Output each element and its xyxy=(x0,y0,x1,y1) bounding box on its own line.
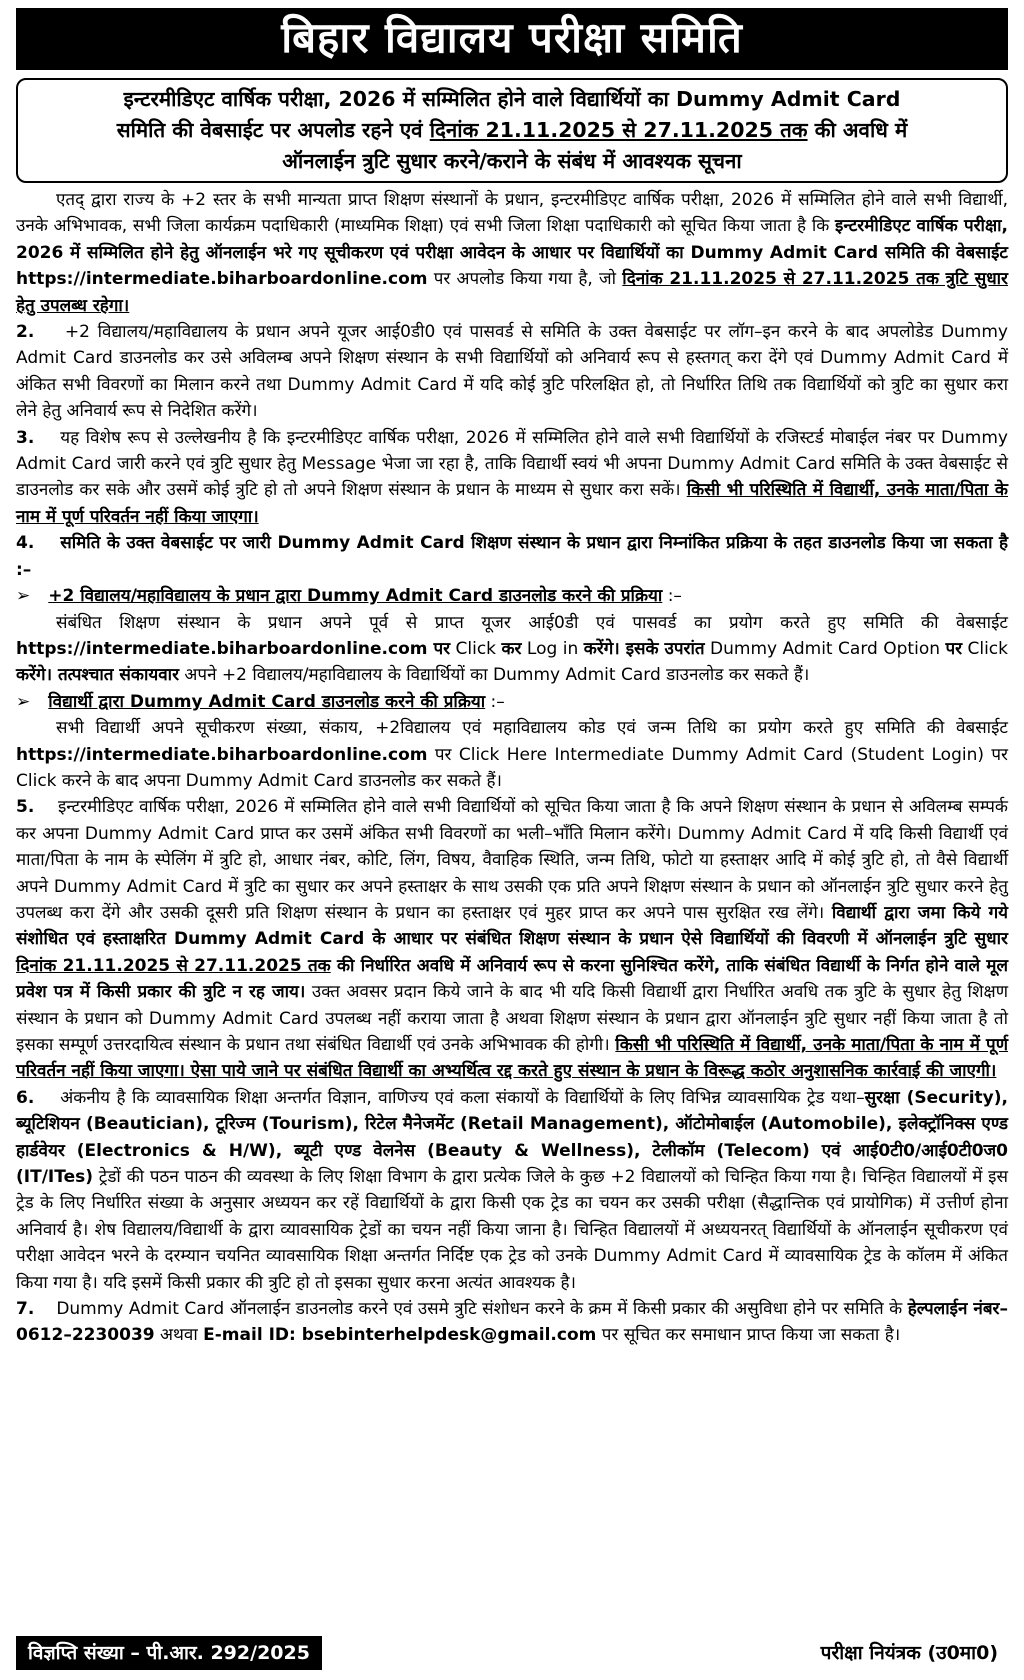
proc1-h: पर xyxy=(945,638,963,659)
proc1-d: कर xyxy=(501,638,522,659)
proc2-c: पर Click Here Intermediate Dummy Admit Card (Student Login) पर Click करने के बाद अपना Dummy Admit Card डाउनलोड कर सकते हैं। xyxy=(16,744,1008,791)
subject-line-2-a: समिति की वेबसाईट पर अपलोड रहने एवं xyxy=(116,118,430,142)
para5-text-d: की निर्धारित अवधि में अनिवार्य रूप से करना सुनिश्चित करेंगे, ताकि संबंधित विद्यार्थी के निर्गत होने वाले मूल प्रवेश पत्र में किसी प्रकार की त्रुटि न रह जाय। xyxy=(16,955,1008,1003)
para1-text-b: इन्टरमीडिएट वार्षिक परीक्षा, 2026 में सम्मिलित होने हेतु ऑनलाईन भरे गए सूचीकरण एवं परीक्षा आवेदन के आधार पर विद्यार्थियों का Dummy Admit Card समिति की वेबसाईट https://intermediate.biharboardonline.com xyxy=(16,216,1009,290)
procedure-1-title-tail: :– xyxy=(662,586,682,607)
paragraph-7 xyxy=(16,1296,1008,1349)
para6-number: 6. xyxy=(16,1087,35,1108)
para5-text-b: विद्यार्थी द्वारा जमा किये गये संशोधित एवं हस्ताक्षरित Dummy Admit Card के आधार पर संबंधित शिक्षण संस्थान के प्रधान ऐसे विद्यार्थियों की विवरणी में ऑनलाईन त्रुटि सुधार xyxy=(16,902,1009,950)
subject-line-2 xyxy=(28,115,996,146)
paragraph-1 xyxy=(16,187,1008,319)
para3-number: 3. xyxy=(16,427,35,448)
para6-text-c: ट्रेडों की पठन पाठन की व्यवस्था के लिए शिक्षा विभाग के द्वारा प्रत्येक जिले के कुछ +2 विद्यालयों को चिन्हित किया गया है। चिन्हित विद्यालयों में इस ट्रेड के लिए निर्धारित संख्या के अनुसार अध्ययन कर रहें विद्यार्थियों के द्वारा किसी एक ट्रेड का चयन कर उसकी परीक्षा (सैद्धान्तिक एवं प्रायोगिक) में उत्तीर्ण होना अनिवार्य है। शेष विद्यालय/विद्यार्थी के द्वारा व्यावसायिक ट्रेडों का चयन नहीं किया जाना है। चिन्हित विद्यालयों में अध्ययनरत् विद्यार्थियों के ऑनलाईन सूचीकरण एवं परीक्षा आवेदन भरने के दरम्यान चयनित व्यावसायिक शिक्षा अन्तर्गत निर्दिष्ट एक ट्रेड को उनके Dummy Admit Card में व्यावसायिक ट्रेड के कॉलम में अंकित किया गया है। यदि इसमें किसी प्रकार की त्रुटि हो तो इसका सुधार करना अत्यंत आवश्यक है। xyxy=(16,1167,1008,1293)
procedure-1-heading xyxy=(16,583,1008,609)
para5-number: 5. xyxy=(16,797,35,818)
notice-body xyxy=(16,187,1008,1349)
proc1-e: Log in xyxy=(521,638,584,659)
para7-email: E-mail ID: bsebinterhelpdesk@gmail.com xyxy=(203,1325,597,1346)
signatory-title: परीक्षा नियंत्रक (उ0मा0) xyxy=(820,1642,998,1664)
procedure-1-title: +2 विद्यालय/महाविद्यालय के प्रधान द्वारा Dummy Admit Card डाउनलोड करने की प्रक्रिया xyxy=(48,586,663,607)
para2-number: 2. xyxy=(16,322,35,343)
paragraph-6 xyxy=(16,1085,1008,1296)
board-title-banner: बिहार विद्यालय परीक्षा समिति xyxy=(16,8,1008,70)
proc1-i: Click xyxy=(962,638,1009,659)
subject-line-1: इन्टरमीडिएट वार्षिक परीक्षा, 2026 में सम्मिलित होने वाले विद्यार्थियों का Dummy Admit Card xyxy=(123,87,901,111)
para2-text: +2 विद्यालय/महाविद्यालय के प्रधान अपने यूजर आई0डी0 एवं पासवर्ड से समिति के उक्त वेबसाईट पर लॉग–इन करने के बाद अपलोडेड Dummy Admit Card डाउनलोड कर उसे अविलम्ब अपने शिक्षण संस्थान के सभी विद्यार्थियों को अनिवार्य रूप से हस्तगत् करा देंगे एवं Dummy Admit Card में अंकित सभी विवरणों का मिलान करने तथा Dummy Admit Card में यदि कोई त्रुटि परिलक्षित हो, तो निर्धारित तिथि तक विद्यार्थियों को त्रुटि का सुधार करा लेने हेतु अनिवार्य रूप से निदेशित करेंगे। xyxy=(16,322,1008,422)
proc1-a: संबंधित शिक्षण संस्थान के प्रधान अपने पूर्व से प्राप्त यूजर आई0डी एवं पासवर्ड का प्रयोग करते हुए समिति की वेबसाईट xyxy=(56,612,1008,633)
notice-footer xyxy=(16,1636,1008,1674)
para4-number: 4. xyxy=(16,533,35,554)
notice-subject-box xyxy=(16,78,1008,183)
paragraph-2 xyxy=(16,319,1008,425)
para6-text-a: अंकनीय है कि व्यावसायिक शिक्षा अन्तर्गत विज्ञान, वाणिज्य एवं कला संकायों के विद्यार्थियों के लिए विभिन्न व्यावसायिक ट्रेड यथा– xyxy=(60,1087,865,1108)
procedure-2-heading xyxy=(16,689,1008,715)
notice-number-badge: विज्ञप्ति संख्या – पी.आर. 292/2025 xyxy=(16,1636,322,1670)
para1-date-range: दिनांक 21.11.2025 से 27.11.2025 तक त्रुटि सुधार हेतु उपलब्ध रहेगा। xyxy=(16,269,1008,316)
para5-text-e: उक्त अवसर प्रदान किये जाने के बाद भी यदि किसी विद्यार्थी द्वारा निर्धारित अवधि तक त्रुटि के सुधार हेतु शिक्षण संस्थान के प्रधान को Dummy Admit Card उपलब्ध नहीं कराया जाता है अथवा शिक्षण संस्थान के प्रधान द्वारा ऑनलाईन त्रुटि सुधार नहीं किया जाता है तो इसका सम्पूर्ण उत्तरदायित्व संस्थान के प्रधान तथा संबंधित विद्यार्थी एवं उनके अभिभावक की होगी। xyxy=(16,982,1008,1055)
paragraph-4 xyxy=(16,530,1008,583)
paragraph-3 xyxy=(16,425,1008,531)
para7-number: 7. xyxy=(16,1299,35,1320)
procedure-1-text xyxy=(16,610,1008,689)
proc1-website: https://intermediate.biharboardonline.com पर xyxy=(16,638,451,659)
proc1-f: करेंगे। इसके उपरांत xyxy=(583,638,705,659)
procedure-2-title-tail: :– xyxy=(485,691,505,712)
para7-helpline: हेल्पलाईन नंबर–0612–2230039 xyxy=(16,1299,1009,1346)
para7-text-e: पर सूचित कर समाधान प्राप्त किया जा सकता है। xyxy=(596,1325,901,1346)
arrow-bullet-icon: ➢ xyxy=(16,691,31,712)
para7-text-c: अथवा xyxy=(154,1325,204,1346)
para5-date-range: दिनांक 21.11.2025 से 27.11.2025 तक xyxy=(16,955,331,976)
subject-line-2-b: की अवधि में xyxy=(807,118,908,142)
para5-text-a: इन्टरमीडिएट वार्षिक परीक्षा, 2026 में सम्मिलित होने वाले सभी विद्यार्थियों को सूचित किया जाता है कि अपने शिक्षण संस्थान के प्रधान से अविलम्ब सम्पर्क कर अपना Dummy Admit Card प्राप्त कर उसमें अंकित सभी विवरणों का भली–भाँति मिलान करेंगे। Dummy Admit Card में यदि किसी विद्यार्थी एवं माता/पिता के नाम के स्पेलिंग में त्रुटि हो, आधार नंबर, कोटि, लिंग, विषय, वैवाहिक स्थिति, जन्म तिथि, फोटो या हस्ताक्षर आदि में कोई त्रुटि हो, तो वैसे विद्यार्थी अपने Dummy Admit Card में त्रुटि का सुधार कर अपने हस्ताक्षर के साथ उसकी एक प्रति अपने शिक्षण संस्थान के प्रधान को ऑनलाईन त्रुटि सुधार करने हेतु उपलब्ध करा देंगे और उसकी दूसरी प्रति शिक्षण संस्थान के प्रधान का हस्ताक्षर एवं मुहर प्राप्त कर अपने पास सुरक्षित रख लेंगे। xyxy=(16,797,1008,923)
para4-text: समिति के उक्त वेबसाईट पर जारी Dummy Admit Card शिक्षण संस्थान के प्रधान द्वारा निम्नांकित प्रक्रिया के तहत डाउनलोड किया जा सकता है :– xyxy=(16,533,1008,580)
proc1-j: करेंगे। तत्पश्चात संकायवार xyxy=(16,665,180,686)
paragraph-5 xyxy=(16,794,1008,1084)
arrow-bullet-icon: ➢ xyxy=(16,586,31,607)
para3-text: यह विशेष रूप से उल्लेखनीय है कि इन्टरमीडिएट वार्षिक परीक्षा, 2026 में सम्मिलित होने वाले सभी विद्यार्थियों के रजिस्टर्ड मोबाईल नंबर पर Dummy Admit Card जारी करने एवं त्रुटि सुधार हेतु Message भेजा जा रहा है, ताकि विद्यार्थी स्वयं भी अपना Dummy Admit Card समिति के उक्त वेबसाईट से डाउनलोड कर सके और उसमें कोई त्रुटि हो तो अपने शिक्षण संस्थान के प्रधान के माध्यम से सुधार करा सकें। xyxy=(16,427,1008,501)
para6-trade-list: सुरक्षा (Security), ब्यूटिशियन (Beautician), टूरिज्म (Tourism), रिटेल मैनेजमेंट (Retail Management), ऑटोमोबाईल (Automobile), इलेक्ट्रॉनिक्स एण्ड हार्डवेयर (Electronics & H/W), ब्यूटी एण्ड वेलनेस (Beauty & Wellness), टेलीकॉम (Telecom) एवं आई0टी0/आई0टी0ज0 (IT/ITes) xyxy=(16,1087,1008,1188)
para5-warning: किसी भी परिस्थिति में विद्यार्थी, उनके माता/पिता के नाम में पूर्ण परिवर्तन नहीं किया जाएगा। ऐसा पाये जाने पर संबंधित विद्यार्थी का अभ्यर्थित्व रद्द करते हुए संस्थान के प्रधान के विरूद्ध कठोर अनुशासनिक कार्रवाई की जाएगी। xyxy=(16,1035,1008,1082)
proc2-website: https://intermediate.biharboardonline.com xyxy=(16,744,428,765)
para7-text-a: Dummy Admit Card ऑनलाईन डाउनलोड करने एवं उसमे त्रुटि संशोधन करने के क्रम में किसी प्रकार की असुविधा होने पर समिति के xyxy=(56,1299,908,1320)
para3-warning: किसी भी परिस्थिति में विद्यार्थी, उनके माता/पिता के नाम में पूर्ण परिवर्तन नहीं किया जाएगा। xyxy=(16,480,1008,527)
proc1-k: अपने +2 विद्यालय/महाविद्यालय के विद्यार्थियों का Dummy Admit Card डाउनलोड कर सकते हैं। xyxy=(179,665,810,686)
subject-date-range: दिनांक 21.11.2025 से 27.11.2025 तक xyxy=(429,118,808,142)
para1-text-c: पर अपलोड किया गया है, जो xyxy=(427,269,623,290)
proc1-g: Dummy Admit Card Option xyxy=(704,638,946,659)
para1-text-a: एतद् द्वारा राज्य के +2 स्तर के सभी मान्यता प्राप्त शिक्षण संस्थानों के प्रधान, इन्टरमीडिएट वार्षिक परीक्षा, 2026 में सम्मिलित होने वाले सभी विद्यार्थी, उनके अभिभावक, सभी जिला कार्यक्रम पदाधिकारी (माध्यमिक शिक्षा) एवं सभी जिला शिक्षा पदाधिकारी को सूचित किया जाता है कि xyxy=(16,190,1008,237)
proc1-c: Click xyxy=(450,638,502,659)
subject-line-3: ऑनलाईन त्रुटि सुधार करने/कराने के संबंध में आवश्यक सूचना xyxy=(282,149,742,173)
procedure-2-text xyxy=(16,715,1008,794)
proc2-a: सभी विद्यार्थी अपने सूचीकरण संख्या, संकाय, +2विद्यालय एवं महाविद्यालय कोड एवं जन्म तिथि का प्रयोग करते हुए समिति की वेबसाईट xyxy=(56,718,1008,739)
procedure-2-title: विद्यार्थी द्वारा Dummy Admit Card डाउनलोड करने की प्रक्रिया xyxy=(48,691,486,712)
